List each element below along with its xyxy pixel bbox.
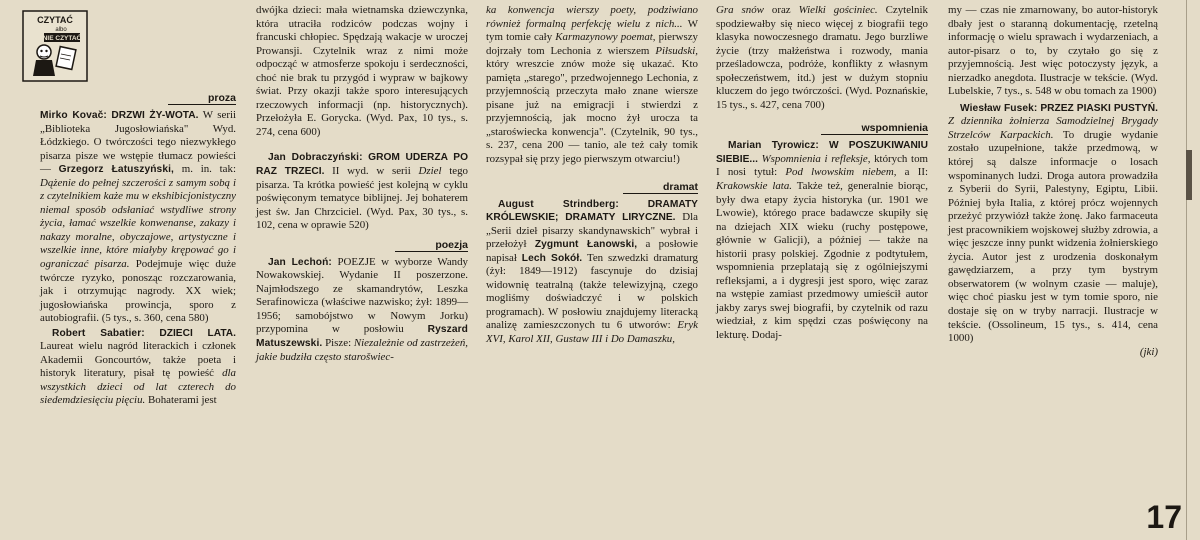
review-strindberg-cont: Gra snów oraz Wielki gościniec. Czytelnik spodziewałby się nieco więcej z biografii tego klasyka nowoczesnego dramatu. Jego burzliwe życie (trzy małżeństwa i rozwody, mania prześladowcza, podróże, konflikty z własnym społeczeństwem, itd.) jest w dużym stopniu kluczem do jego twórczości. (Wyd. Poznańskie, 15 tys., s. 427, cena 700) xyxy=(716,4,928,111)
review-dobraczynski: Jan Dobraczyński: GROM UDERZA PO RAZ TRZECI. II wyd. w serii Dziel tego pisarza. Ta krótka powieść jest kolejną w cyklu poświęconym tematyce biblijnej. Jej bohaterem jest św. Jan Chrzciciel. (Wyd. Pax, 30 tys., s. 102, cena w oprawie 520) xyxy=(256,152,468,232)
page-edge-line xyxy=(1186,0,1187,540)
review-author: Jan Lechoń: xyxy=(268,256,332,268)
column-4 xyxy=(716,4,928,343)
logo-top-text: CZYTAĆ xyxy=(37,15,73,25)
review-author: Robert Sabatier: xyxy=(52,327,145,339)
review-lechon-cont: ka konwencja wierszy poety, podziwiano również formalną perfekcję wielu z nich... W tym tomie cały Karmazynowy poemat, pierwszy dojrzały tom Lechonia z wierszem Piłsudski, który wreszcie znów może się ukazać. Kto pamięta „starego", przedwojennego Lechonia, z przyjemnością przeczyta mało znane wiersze pisane już na emigracji i stwierdzi z przyjemnością, jak mocno żył urocza ta „staroświecka konwencja". (Czytelnik, 90 tys., s. 237, cena 200 — tanio, ale też cały tomik rozsypał się przy jego pierwszym otwarciu!) xyxy=(486,4,698,166)
column-1 xyxy=(40,4,236,408)
column-2 xyxy=(256,4,468,364)
review-author: Jan Dobraczyński: xyxy=(268,152,363,164)
review-title: DRZWI ŻY-WOTA. xyxy=(111,110,199,121)
section-header-proza: proza xyxy=(40,92,236,105)
logo-bottom-text: NIE CZYTAĆ xyxy=(42,35,82,42)
review-signature: (jki) xyxy=(1139,345,1158,358)
review-title: DZIECI LATA. xyxy=(159,327,236,339)
review-title: W POSZUKIWANIU SIEBIE... xyxy=(716,140,928,165)
page-edge-stain xyxy=(1186,150,1192,200)
review-sabatier: Robert Sabatier: DZIECI LATA. Laureat wielu nagród literackich i członek Akademii Goncourtów, także poeta i historyk literatury, pisał tę powieść dla wszystkich dzieci od lat czterech do siedemdziesięciu pięciu. Bohaterami jest xyxy=(40,327,236,407)
review-title: PRZEZ PIASKI PUSTYŃ. xyxy=(1040,102,1158,114)
review-lechon: Jan Lechoń: POEZJE w wyborze Wandy Nowakowskiej. Wydanie II poszerzone. Najmłodszego ze skamandrytów, Leszka Serafinowicza (właściwe nazwisko; żył: 1899—1956; samobójstwo w Nowym Jorku) przypomina w posłowiu Ryszard Matuszewski. Pisze: Niezależnie od zastrzeżeń, jakie budziła często starošwiec- xyxy=(256,255,468,363)
review-fusek: Wiesław Fusek: PRZEZ PIASKI PUSTYŃ. Z dziennika żołnierza Samodzielnej Brygady Strzelców Karpackich. To drugie wydanie zostało uzupełnione, także przedmową, w której są dalsze informacje o losach wspominanych ludzi. Droga autora prowadziła z Syberii do Syrii, Palestyny, Egiptu, Libii. Później była Italia, z której prócz wojennych przeżyć przywiózł także żonę. Jako farmaceuta jest pracownikiem wojskowej służby zdrowia, a więc jeszcze inny punkt widzenia żołnierskiego życia. Autor jest z urodzenia doskonałym gawędziarzem, a przy tym bystrym obserwatorem (w wolnym czasie — maluje), więc choć piasku jest w tym tomie sporo, nie dostaje się on w tryby narracji. Ilustracje w tekście. (Ossolineum, 15 tys., s. 414, cena 1000) xyxy=(948,102,1159,345)
review-sabatier-cont: dwójka dzieci: mała wietnamska dziewczynka, która utraciła rodziców podczas wojny i francuski chłopiec. Spędzają wakacje w uroczej Prowansji. Czytelnik wraz z nimi może odpocząć w atmosferze spokoju i serdeczności, choć nie brak tu przygód i wypraw w bajkowy świat. Przy okazji także sporo interesujących rzeczowych informacji (np. historycznych). Przełożyła E. Gorycka. (Wyd. Pax, 10 tys., s. 274, cena 600) xyxy=(256,4,468,138)
review-title: GROM UDERZA PO RAZ TRZECI. xyxy=(256,152,468,178)
column-5 xyxy=(948,4,1158,359)
review-tyrowicz: Marian Tyrowicz: W POSZUKIWANIU SIEBIE... Wspomnienia i refleksje, których tom I nosi tytuł: Pod lwowskim niebem, a II: Krakowskie lata. Także też, generalnie biorąc, były dwa etapy życia historyka (ur. 1901 we Lwowie), którego prace badawcze skupiły się na dziejach XIX wieku (ruchy postępowe, głównie w Galicji), a później — także na historii prasy polskiej. Zgodnie z podtytułem, wspomnienia przeplatają się z ogólniejszymi refleksjami, a i dygresji jest sporo, więc zaraz na wstępie zamiast przedmowy umieścił autor jakby zarys swej biografii, by czytelnik od razu wiedział, z kim spędzi czas poświęcony na lekturę. Dodaj- xyxy=(716,140,928,342)
review-quote: Dążenie do pełnej szczerości z samym sobą i z czytelnikiem każe mu w ekshibicjonistyczny niemal sposób odsłaniać wstydliwe strony życia, łamać wszelkie konwenanse, zakazy i nakazy moralne, obyczajowe, artystyczne i wszelkie inne, które miałyby krępować go i ograniczać pisarza. xyxy=(40,176,236,271)
review-title: DRAMATY KRÓLEWSKIE; DRAMATY LIRYCZNE. xyxy=(486,198,698,224)
review-author: August Strindberg: xyxy=(498,198,619,210)
section-header-poezja: poezja xyxy=(256,239,468,252)
review-tyrowicz-cont: my — czas nie zmarnowany, bo autor-historyk dbały jest o staranną dokumentację, rzetelną informację o wielu sprawach i wydarzeniach, a autor-pisarz o to, by czytało go się z przyjemnością. Jest więc potoczysty język, a nierzadko anegdota. Ilustracje w tekście. (Wyd. Lubelskie, 7 tys., s. 548 w obu tomach za 1900) xyxy=(948,4,1158,98)
section-header-dramat: dramat xyxy=(486,181,698,194)
review-author: Marian Tyrowicz: xyxy=(728,140,819,152)
page-number: 17 xyxy=(1146,499,1182,535)
section-header-wspomnienia: wspomnienia xyxy=(716,122,928,135)
review-strindberg: August Strindberg: DRAMATY KRÓLEWSKIE; DRAMATY LIRYCZNE. Dla „Serii dzieł pisarzy skandynawskich" wybrał i przełożył Zygmunt Łanowski, a posłowie napisał Lech Sokół. Ten szwedzki dramaturg (żył: 1849—1912) fascynuje do dzisiaj widownię teatralną (także telewizyjną, czego mogliśmy doświadczyć i w polskich programach). W posłowiu znajdujemy literacką analizę zamieszczonych tu 6 utworów: Eryk XVI, Karol XII, Gustaw III i Do Damaszku, xyxy=(486,198,699,346)
column-3 xyxy=(486,4,698,347)
review-kovac: Mirko Kovač: DRZWI ŻY-WOTA. W serii „Biblioteka Jugosłowiańska" Wyd. Łódzkiego. O twórczości tego niezwykłego pisarza pisze we wstępie tłumacz powieści — Grzegorz Łatuszyński, m. in. tak: Dążenie do pełnej szczerości z samym sobą i z czytelnikiem każe mu w ekshibicjonistyczny niemal sposób odsłaniać wstydliwe strony życia, łamać wszelkie konwenanse, zakazy i nakazy moralne, obyczajowe, artystyczne i wszelkie inne, które miałyby krępować go i ograniczać pisarza. Podejmuje więc duże twórcze ryzyko, ponosząc rozczarowania, jak i otrzymując nagrody. XX wiek; jugosłowiańska prowincja, sporo z autobiografii. (5 tys., s. 360, cena 580) xyxy=(40,109,237,325)
review-author: Mirko Kovač: xyxy=(40,110,107,121)
logo-mid-text: albo xyxy=(55,27,67,33)
review-author: Wiesław Fusek: xyxy=(960,102,1038,114)
